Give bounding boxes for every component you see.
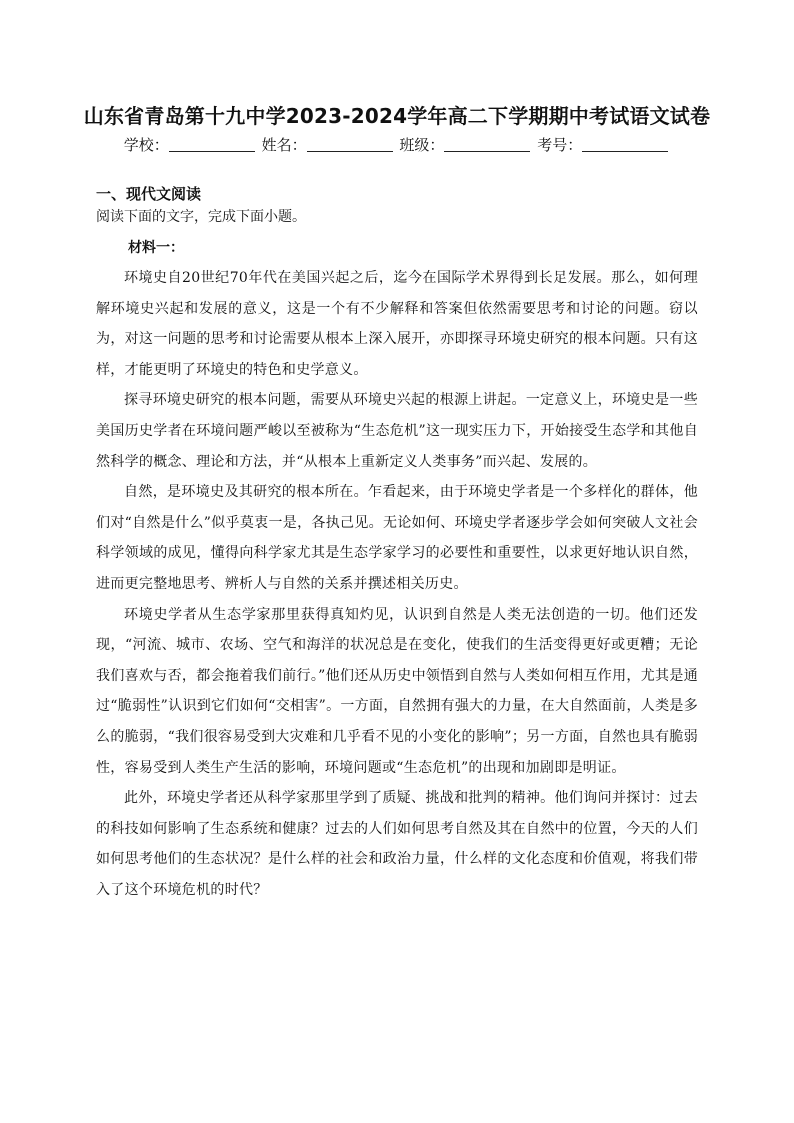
paragraph: 探寻环境史研究的根本问题，需要从环境史兴起的根源上讲起。一定意义上，环境史是一些美国历史学者在环境问题严峻以至被称为“生态危机”这一现实压力下，开始接受生态学和其他自然科学的概念、理论和方法，并“从根本上重新定义人类事务”而兴起、发展的。 <box>96 392 698 470</box>
exam-title: 山东省青岛第十九中学2023-2024学年高二下学期期中考试语文试卷 <box>83 104 711 128</box>
name-label: 姓名： <box>261 136 307 154</box>
exam-number-label: 考号： <box>537 136 583 154</box>
material-title: 材料一： <box>128 240 184 256</box>
class-label: 班级： <box>399 136 445 154</box>
school-blank[interactable] <box>169 137 255 152</box>
class-blank[interactable] <box>444 137 530 152</box>
section-title: 一、现代文阅读 <box>96 185 202 203</box>
exam-number-blank[interactable] <box>582 137 668 152</box>
paragraph: 环境史学者从生态学家那里获得真知灼见，认识到自然是人类无法创造的一切。他们还发现，“河流、城市、农场、空气和海洋的状况总是在变化，使我们的生活变得更好或更糟；无论我们喜欢与否，都会拖着我们前行。”他们还从历史中领悟到自然与人类如何相互作用，尤其是通过“脆弱性”认识到它们如何“交相害”。一方面，自然拥有强大的力量，在大自然面前，人类是多么的脆弱，“我们很容易受到大灾难和几乎看不见的小变化的影响”；另一方面，自然也具有脆弱性，容易受到人类生产生活的影响，环境问题或“生态危机”的出现和加剧即是明证。 <box>96 606 698 776</box>
paragraph: 自然，是环境史及其研究的根本所在。乍看起来，由于环境史学者是一个多样化的群体，他们对“自然是什么”似乎莫衷一是，各执己见。无论如何、环境史学者逐步学会如何突破人文社会科学领域的成见，懂得向科学家尤其是生态学家学习的必要性和重要性，以求更好地认识自然，进而更完整地思考、辨析人与自然的关系并撰述相关历史。 <box>96 484 698 592</box>
student-info-line <box>0 134 794 155</box>
material-body <box>96 263 698 905</box>
paragraph: 环境史自20世纪70年代在美国兴起之后，迄今在国际学术界得到长足发展。那么，如何理解环境史兴起和发展的意义，这是一个有不少解释和答案但依然需要思考和讨论的问题。窃以为，对这一问题的思考和讨论需要从根本上深入展开，亦即探寻环境史研究的根本问题。只有这样，才能更明了环境史的特色和史学意义。 <box>96 270 698 378</box>
name-blank[interactable] <box>307 137 393 152</box>
reading-instruction: 阅读下面的文字，完成下面小题。 <box>96 209 306 225</box>
school-label: 学校： <box>123 136 169 154</box>
paragraph: 此外，环境史学者还从科学家那里学到了质疑、挑战和批判的精神。他们询问并探讨：过去的科技如何影响了生态系统和健康？过去的人们如何思考自然及其在自然中的位置，今天的人们如何思考他们的生态状况？是什么样的社会和政治力量，什么样的文化态度和价值观，将我们带入了这个环境危机的时代？ <box>96 790 698 898</box>
